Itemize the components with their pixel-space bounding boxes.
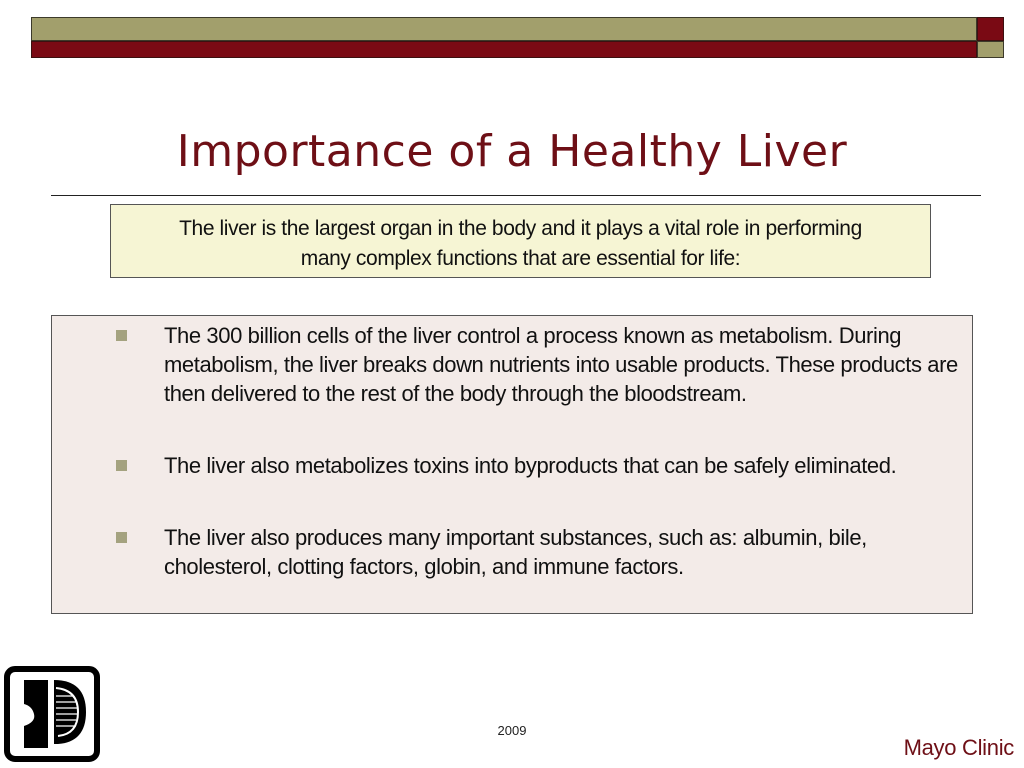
footer-brand: Mayo Clinic [903, 735, 1014, 760]
square-bullet-icon [116, 460, 127, 471]
square-bullet-icon [116, 330, 127, 341]
header-square-olive [977, 41, 1004, 58]
intro-line-2: many complex functions that are essential for life: [300, 247, 741, 270]
title-divider [51, 195, 981, 196]
header-bar-maroon [31, 41, 977, 58]
bullet-text: The liver also metabolizes toxins into byproducts that can be safely eliminated. [164, 453, 897, 478]
bullet-text: The liver also produces many important substances, such as: albumin, bile, cholesterol, clotting factors, globin, and immune factors. [164, 525, 867, 579]
intro-line-1: The liver is the largest organ in the body and it plays a vital role in performing [179, 217, 862, 240]
slide-year: 2009 [497, 723, 527, 738]
bullet-item-substances [164, 523, 974, 581]
square-bullet-icon [116, 532, 127, 543]
bullet-text: The 300 billion cells of the liver control a process known as metabolism. During metabolism, the liver breaks down nutrients into usable products. These products are then delivered to the rest of the body through the bloodstream. [164, 323, 958, 406]
mayo-clinic-logo-icon [4, 666, 100, 762]
slide-title: Importance of a Healthy Liver [176, 126, 848, 177]
intro-box [110, 204, 931, 278]
bullet-item-toxins [164, 451, 974, 480]
header-bar-olive [31, 17, 977, 41]
bullet-item-metabolism [164, 321, 974, 408]
content-box [51, 315, 973, 614]
header-square-maroon [977, 17, 1004, 41]
